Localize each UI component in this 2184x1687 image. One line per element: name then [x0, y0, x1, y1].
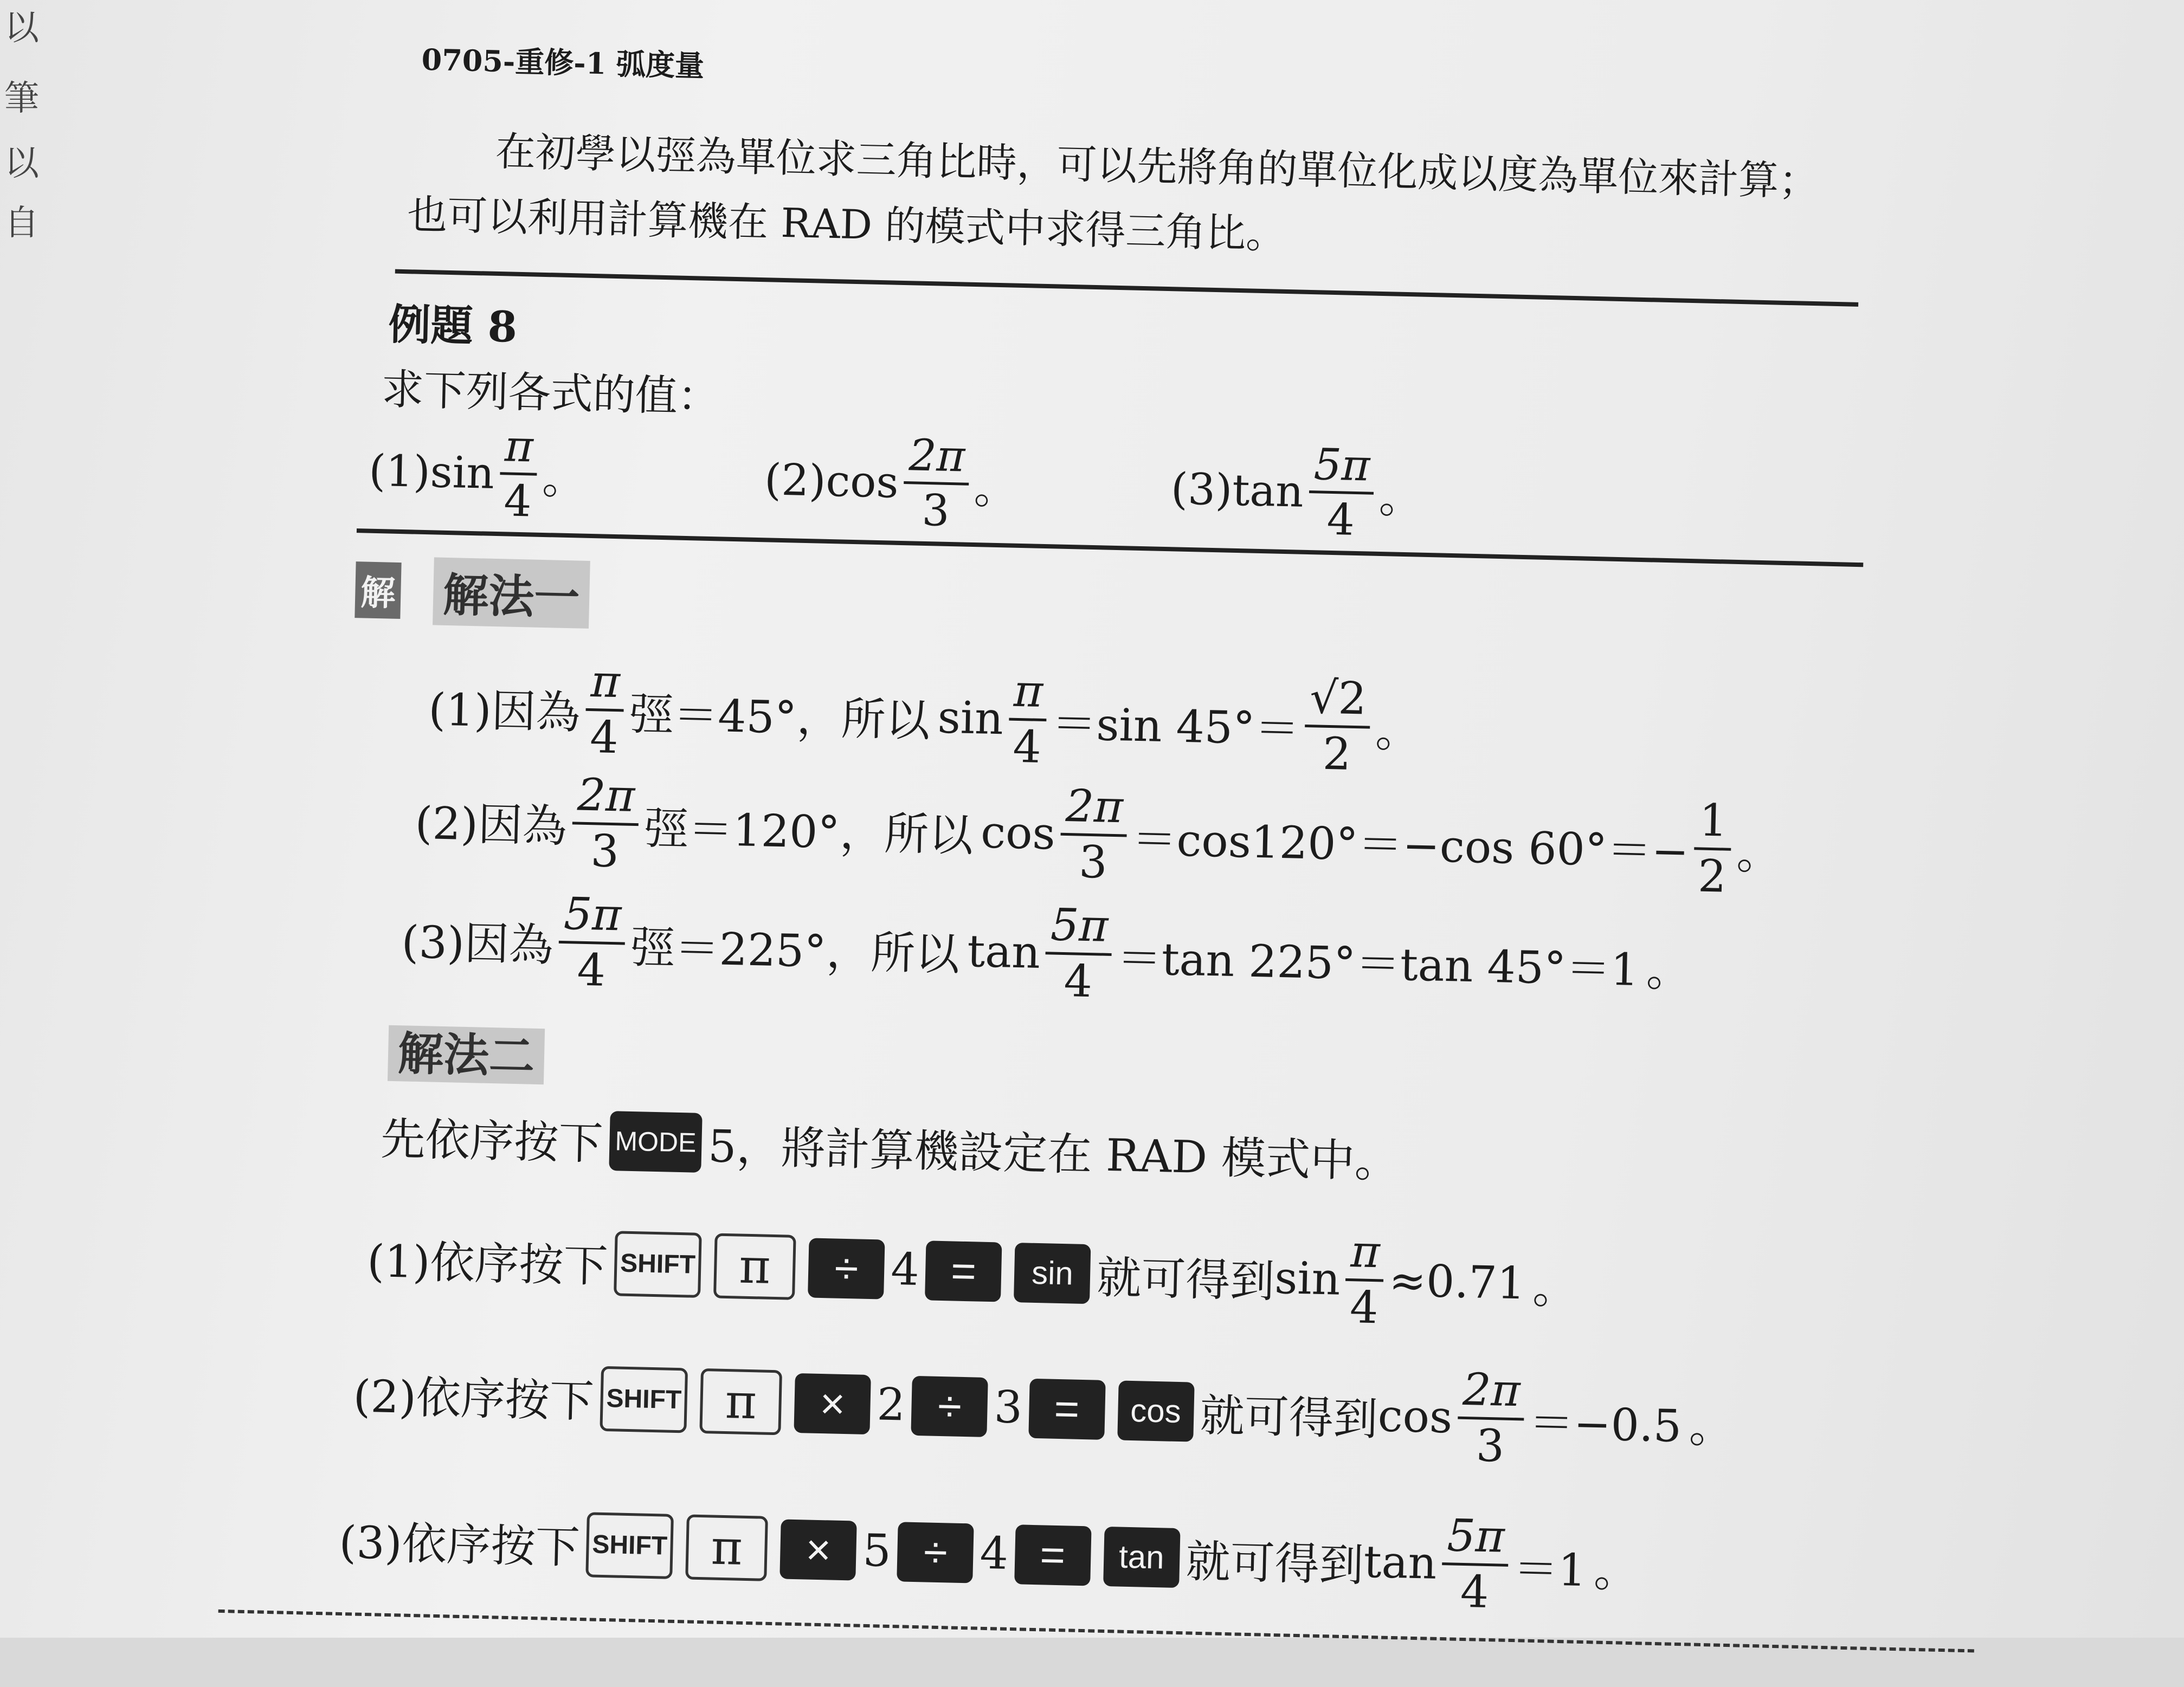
- calc-line-3: [338, 1488, 1640, 1620]
- calc-end: 。: [1689, 1401, 1735, 1454]
- fraction-den: 4: [1349, 1282, 1379, 1334]
- fraction-den: 4: [1326, 494, 1355, 545]
- mode-key: MODE: [609, 1111, 702, 1173]
- problem-2: [763, 429, 1019, 535]
- intro-line-1: 在初學以弳為單位求三角比時，可以先將角的單位化成以度為單位來計算；: [494, 128, 1820, 205]
- left-edge-char: 自: [4, 203, 39, 243]
- fraction-den: 4: [576, 944, 607, 997]
- digit: 2: [876, 1379, 906, 1431]
- left-edge-char: 以: [4, 144, 39, 184]
- problem-label: (1): [368, 445, 431, 497]
- fraction-den: 4: [1012, 721, 1042, 774]
- calc-end: 。: [1593, 1545, 1639, 1598]
- fraction-num: π: [1009, 668, 1048, 722]
- line-end: 。: [1736, 828, 1782, 881]
- fraction-num: 2π: [1458, 1367, 1525, 1421]
- mode-line: [380, 1103, 1400, 1190]
- fraction-num: 2π: [572, 772, 640, 826]
- fraction: [1045, 899, 1113, 1008]
- problem-func: tan: [1232, 464, 1304, 517]
- calc-func: tan: [1363, 1536, 1438, 1589]
- mode-line-pre: 先依序按下: [380, 1113, 604, 1170]
- calc-result: ＝−0.5: [1529, 1397, 1683, 1453]
- calc-result: ＝1: [1513, 1543, 1587, 1597]
- divide-key: ÷: [808, 1238, 885, 1299]
- example-prompt: 求下列各式的值：: [381, 365, 720, 422]
- fraction-den: 3: [1078, 836, 1108, 889]
- fraction-den: 3: [921, 484, 950, 536]
- fraction: [499, 423, 538, 525]
- fraction-num: 5π: [1046, 902, 1113, 956]
- multiply-key: ×: [779, 1519, 856, 1580]
- left-edge-char: 筆: [4, 79, 39, 119]
- problem-3: [1170, 438, 1423, 544]
- page-header: 0705-重修-1 弧度量: [421, 42, 705, 83]
- line-func: cos: [980, 806, 1056, 860]
- problem-label: (2): [764, 454, 827, 506]
- line-label: (2)因為: [414, 797, 568, 853]
- fraction-den: 2: [1322, 728, 1352, 780]
- fraction-den: 4: [1063, 955, 1093, 1008]
- line-mid: 弳＝225°，所以: [629, 921, 961, 981]
- fraction-num: √2: [1305, 675, 1371, 729]
- cos-key: cos: [1117, 1380, 1194, 1442]
- calc-result-pre: 就可得到: [1185, 1536, 1364, 1592]
- line-label: (1)因為: [428, 684, 581, 739]
- fraction: [585, 658, 625, 762]
- fraction: [1304, 672, 1371, 780]
- calc-result: ≈0.71: [1388, 1255, 1526, 1310]
- fraction-num: 5π: [559, 891, 626, 945]
- equals-key: =: [1028, 1378, 1105, 1439]
- mode-line-post: 5，將計算機設定在 RAD 模式中。: [707, 1121, 1400, 1188]
- fraction-num: 1: [1695, 797, 1732, 851]
- tan-key: tan: [1103, 1527, 1180, 1588]
- fraction-num: 5π: [1309, 442, 1375, 495]
- method-two-title-wrap: [388, 1017, 545, 1087]
- left-edge-char: 以: [4, 8, 39, 48]
- line-mid: 弳＝45°，所以: [628, 688, 931, 747]
- calc-label: (1)依序按下: [366, 1236, 609, 1293]
- fraction-den: 2: [1697, 850, 1727, 903]
- problem-1: [368, 421, 587, 526]
- calc-label: (2)依序按下: [352, 1371, 595, 1428]
- solution-line-3: [401, 887, 1692, 1019]
- intro-line-2: 也可以利用計算機在 RAD 的模式中求得三角比。: [407, 191, 1287, 258]
- fraction: [903, 432, 970, 534]
- digit: 5: [862, 1524, 892, 1578]
- digit: 4: [890, 1243, 920, 1296]
- fraction-num: π: [586, 658, 625, 712]
- equals-key: =: [925, 1240, 1002, 1302]
- fraction-num: π: [1345, 1229, 1384, 1282]
- shift-key: SHIFT: [585, 1512, 674, 1579]
- fraction: [571, 769, 640, 878]
- dashed-divider: [218, 1610, 1974, 1653]
- fraction: [1308, 439, 1375, 545]
- problem-label: (3): [1170, 463, 1233, 515]
- divide-key: ÷: [897, 1522, 974, 1583]
- top-rule: [395, 269, 1858, 307]
- fraction-den: 4: [503, 475, 532, 527]
- multiply-key: ×: [794, 1373, 871, 1434]
- fraction-den: 3: [1475, 1420, 1505, 1472]
- calc-result-pre: 就可得到: [1096, 1252, 1275, 1308]
- problem-func: cos: [825, 455, 899, 508]
- solution-header: [355, 555, 590, 629]
- problem-end: 。: [973, 463, 1018, 514]
- fraction-num: 5π: [1442, 1513, 1509, 1567]
- method-one-title: 解法一: [433, 557, 590, 629]
- line-end: 。: [1375, 706, 1421, 758]
- line-rest: ＝sin 45°＝: [1051, 698, 1300, 755]
- fraction: [1344, 1226, 1384, 1334]
- line-label: (3)因為: [401, 916, 554, 972]
- solution-line-1: [427, 655, 1421, 780]
- line-end: 。: [1646, 945, 1692, 998]
- problem-end: 。: [542, 453, 587, 505]
- fraction-den: 4: [1460, 1566, 1490, 1619]
- pi-key: π: [713, 1233, 796, 1300]
- problem-func: sin: [429, 447, 495, 499]
- line-rest: ＝tan 225°＝tan 45°＝1: [1116, 933, 1640, 997]
- calc-result-pre: 就可得到: [1199, 1390, 1378, 1446]
- line-mid: 弳＝120°，所以: [643, 803, 974, 862]
- calc-label: (3)依序按下: [338, 1517, 581, 1574]
- equals-key: =: [1014, 1524, 1091, 1586]
- problem-end: 。: [1378, 471, 1423, 523]
- fraction: [1008, 665, 1048, 774]
- calc-line-1: [366, 1206, 1578, 1336]
- fraction-num: 2π: [1061, 783, 1128, 837]
- sin-key: sin: [1014, 1243, 1091, 1304]
- fraction: [1441, 1510, 1509, 1619]
- example-title: 例題 8: [388, 300, 518, 352]
- fraction-num: 2π: [904, 432, 970, 486]
- digit: 3: [993, 1381, 1023, 1434]
- solution-line-2: [414, 768, 1782, 902]
- line-rest: ＝cos120°＝−cos 60°＝−: [1131, 813, 1690, 878]
- line-func: sin: [937, 691, 1004, 745]
- fraction-den: 4: [589, 712, 619, 764]
- solution-badge: 解: [355, 561, 401, 619]
- pi-key: π: [685, 1514, 768, 1581]
- fraction: [1060, 780, 1128, 889]
- line-func: tan: [967, 926, 1041, 979]
- shift-key: SHIFT: [614, 1231, 702, 1298]
- divide-key: ÷: [911, 1375, 988, 1437]
- fraction: [558, 888, 626, 997]
- digit: 4: [979, 1527, 1009, 1580]
- fraction-den: 3: [590, 825, 620, 878]
- method-two-title: 解法二: [388, 1025, 545, 1085]
- fraction: [1693, 794, 1732, 903]
- calc-func: cos: [1377, 1390, 1453, 1444]
- pi-key: π: [699, 1368, 782, 1435]
- calc-end: 。: [1532, 1262, 1578, 1315]
- fraction: [1457, 1363, 1525, 1472]
- fraction-num: π: [500, 423, 538, 476]
- calc-func: sin: [1274, 1252, 1341, 1305]
- calc-line-2: [352, 1341, 1735, 1475]
- shift-key: SHIFT: [600, 1366, 688, 1433]
